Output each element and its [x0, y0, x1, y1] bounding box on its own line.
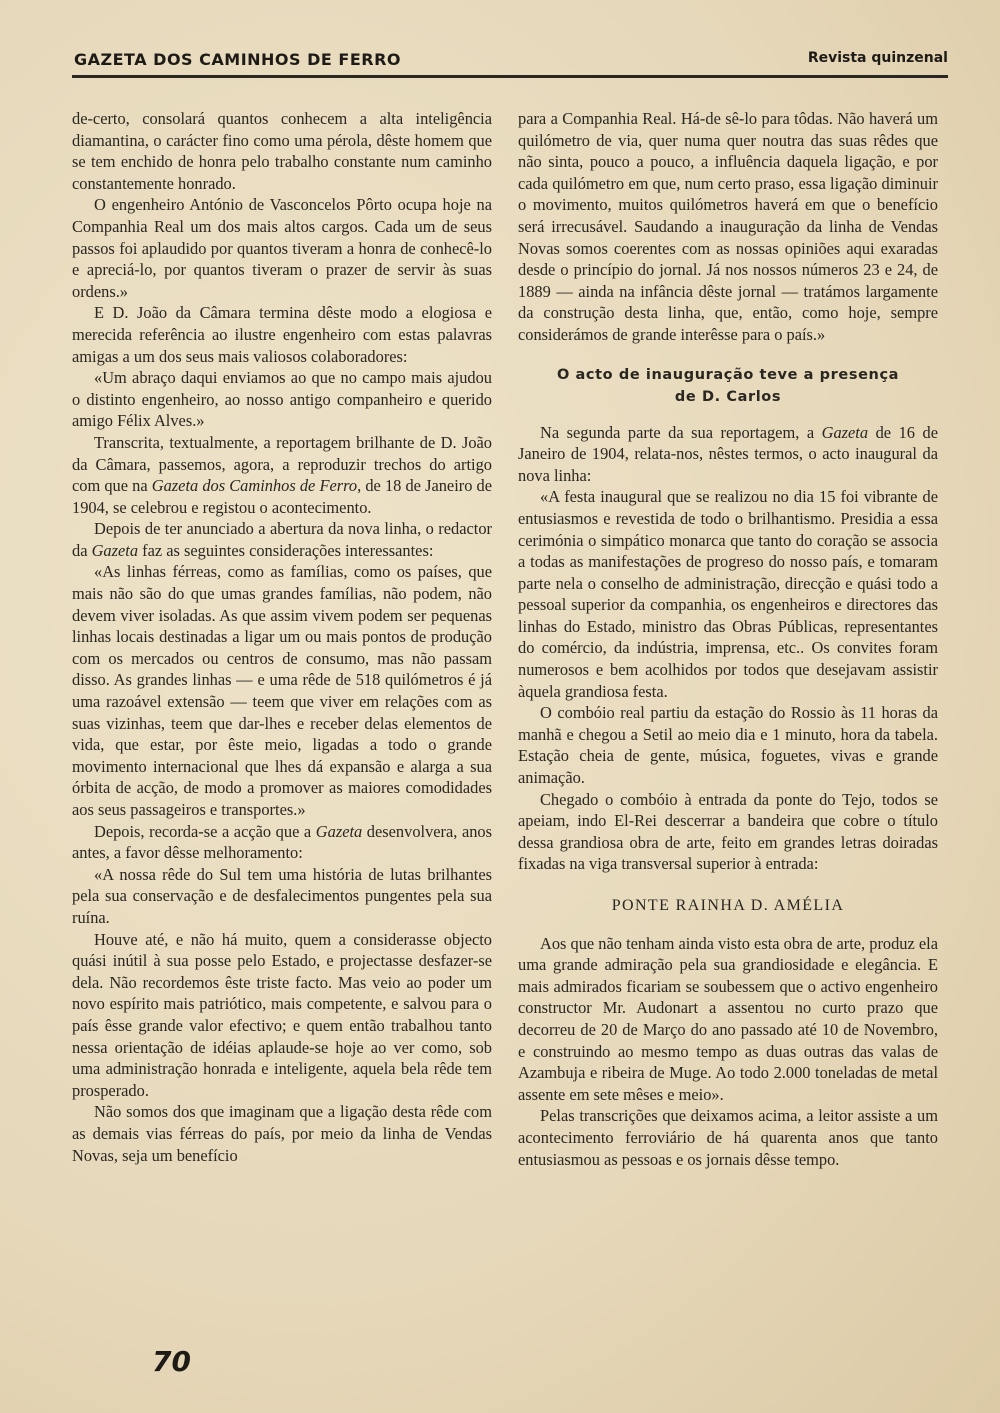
- paragraph: [72, 821, 492, 864]
- text-run: faz as seguintes considerações interessantes:: [138, 540, 434, 560]
- header-rule: [72, 75, 948, 78]
- paragraph: para a Companhia Real. Há-de sê-lo para tôdas. Não haverá um quilómetro de via, quer numa quer noutra das suas rêdes que não sinta, pouco a pouco, a influência daquela ligação, e por cada quilómetro em que, num certo praso, essa ligação diminuir o movimento, muitos quilómetros haverá em que o benefício será irrecusável. Saudando a inauguração da linha de Vendas Novas somos coerentes com as nossas opiniões aqui exaradas desde o princípio do jornal. Já nos nossos números 23 e 24, de 1889 — ainda na infância dêste jornal — tratámos largamente da construção desta linha, que, então, como hoje, sempre considerámos de grande interêsse para o país.»: [518, 109, 938, 344]
- section-heading-line: O acto de inauguração teve a presença: [556, 366, 900, 383]
- bridge-inscription: PONTE RAINHA D. AMÉLIA: [611, 897, 845, 914]
- quote-paragraph: «A festa inaugural que se realizou no dia 15 foi vibrante de entusiasmos e revestida de todo o brilhantismo. Presidia a essa cerimónia o simpático monarca que tanto do coração se associa a todas as manifestações de progreso do nosso país, e tomaram parte nela o conselho de administração, direcção e quási todo a pessoal superior da companhia, os engenheiros e directores das linhas do Estado, ministro das Obras Públicas, representantes do comércio, da indústria, imprensa, etc.. Os convites foram numerosos e bem acolhidos por todos que desejavam assistir àquela grandiosa festa.: [518, 487, 938, 701]
- quote-paragraph: Houve até, e não há muito, quem a considerasse objecto quási inútil à sua posse pelo Estado, e projectasse desfazer-se dela. Não recordemos êste triste facto. Mas veio ao poder um novo espírito mais patriótico, mais competente, e salvou para o país êsse grande valor efectivo; e quem então trabalhou tanto nessa orientação de idéias aplaude-se hoje ao ver como, sob uma administração honrada e inteligente, aquela bela rêde tem prosperado.: [72, 929, 492, 1100]
- right-column: [518, 108, 938, 1170]
- text-run: de 16 de Janeiro de 1904, relata-nos, nêstes termos, o acto inaugural da nova linha:: [518, 422, 938, 485]
- quote-paragraph: «A nossa rêde do Sul tem uma história de lutas brilhantes pela sua conservação e de desfalecimentos pungentes pela sua ruína.: [72, 864, 492, 927]
- paragraph: [518, 422, 938, 487]
- paragraph: de-certo, consolará quantos conhecem a alta inteligência diamantina, o carácter fino como uma pérola, dêste homem que se tem enchido de honra pelo trabalho constante num caminho constantemente honrado.: [72, 109, 492, 193]
- text-run: Depois, recorda-se a acção que a: [94, 821, 316, 841]
- section-heading: [518, 364, 938, 408]
- paragraph: E D. João da Câmara termina dêste modo a elogiosa e merecida referência ao ilustre engenheiro com estas palavras amigas a um dos seus mais valiosos colaboradores:: [72, 303, 492, 366]
- text-run: de 18 de Janeiro de 1904, se celebrou e registou o acontecimento.: [72, 476, 493, 517]
- page-number: 70: [152, 1345, 191, 1378]
- paragraph: [72, 518, 492, 561]
- publication-subtitle: Revista quinzenal: [807, 50, 948, 66]
- publication-title: GAZETA DOS CAMINHOS DE FERRO: [74, 50, 402, 69]
- publication-name: Gazeta: [315, 821, 363, 841]
- paragraph: O engenheiro António de Vasconcelos Pôrto ocupa hoje na Companhia Real um dos mais altos cargos. Cada um de seus passos foi aplaudido por quantos tiveram a honra de conhecê-lo e apreciá-lo, por quantos tiveram o prazer de servir às suas ordens.»: [72, 195, 492, 301]
- publication-name: Gazeta: [821, 422, 869, 442]
- quote-paragraph: Chegado o combóio à entrada da ponte do Tejo, todos se apeiam, indo El-Rei descerrar a bandeira que cobre o título dessa grandiosa obra de arte, feito em grandes letras doiradas fixadas na viga transversal superior à entrada:: [518, 789, 938, 874]
- quote-paragraph: Aos que não tenham ainda visto esta obra de arte, produz ela uma grande admiração pela sua grandiosidade e elegância. E mais admirados ficariam se soubessem que o activo engenheiro constructor Mr. Audonart a assentou no curto prazo que decorreu de 20 de Março do ano passado até 10 de Novembro, e construindo ao mesmo tempo as duas outras das valas de Azambuja e ribeira de Muge. Ao todo 2.000 toneladas de metal assente em sete mêses e meio».: [518, 933, 938, 1104]
- text-run: desenvolvera, anos antes, a favor dêsse melhoramento:: [72, 821, 492, 863]
- quote-paragraph: «As linhas férreas, como as famílias, como os países, que mais não são do que umas grandes famílias, não podem, não devem viver isoladas. As que assim vivem podem ser pequenas linhas locais destinadas a ligar um ou mais pontos de produção com os mercados ou centros de consumo, mas não passam disso. As grandes linhas — e uma rêde de 518 quilómetros é já uma razoável extensão — teem que viver em relações com as suas vizinhas, teem que dar-lhes e receber delas elementos de vida, que estar, por êste meio, ligadas a todo o grande movimento internacional que lhes dá expansão e alarga a sua órbita de acção, de modo a promover as maiores comodidades aos seus passageiros e transportes.»: [72, 562, 492, 819]
- paragraph: [72, 432, 492, 518]
- paragraph: Pelas transcrições que deixamos acima, a leitor assiste a um acontecimento ferroviário de há quarenta anos que tanto entusiasmou as pessoas e os jornais dêsse tempo.: [518, 1106, 938, 1169]
- left-column: [72, 108, 492, 1166]
- section-heading-line: de D. Carlos: [674, 388, 782, 405]
- quote-paragraph: Não somos dos que imaginam que a ligação desta rêde com as demais vias férreas do país, por meio da linha de Vendas Novas, seja um benefício: [72, 1102, 492, 1165]
- publication-name: Gazeta dos Caminhos de Ferro,: [151, 476, 362, 496]
- quote-paragraph: «Um abraço daqui enviamos ao que no campo mais ajudou o distinto engenheiro, ao nosso antigo companheiro e querido amigo Félix Alves.»: [72, 368, 492, 431]
- text-run: Na segunda parte da sua reportagem, a: [540, 422, 822, 442]
- publication-name: Gazeta: [91, 540, 139, 560]
- text-run: Depois de ter anunciado a abertura da nova linha, o redactor da: [72, 519, 492, 560]
- text-run: Transcrita, textualmente, a reportagem brilhante de D. João da Câmara, passemos, agora, a reproduzir trechos do artigo com que na: [72, 432, 492, 496]
- quote-paragraph: O combóio real partiu da estação do Rossio às 11 horas da manhã e chegou a Setil ao meio dia e 1 minuto, hora da tabela. Estação cheia de gente, música, foguetes, vivas e grande animação.: [518, 703, 938, 788]
